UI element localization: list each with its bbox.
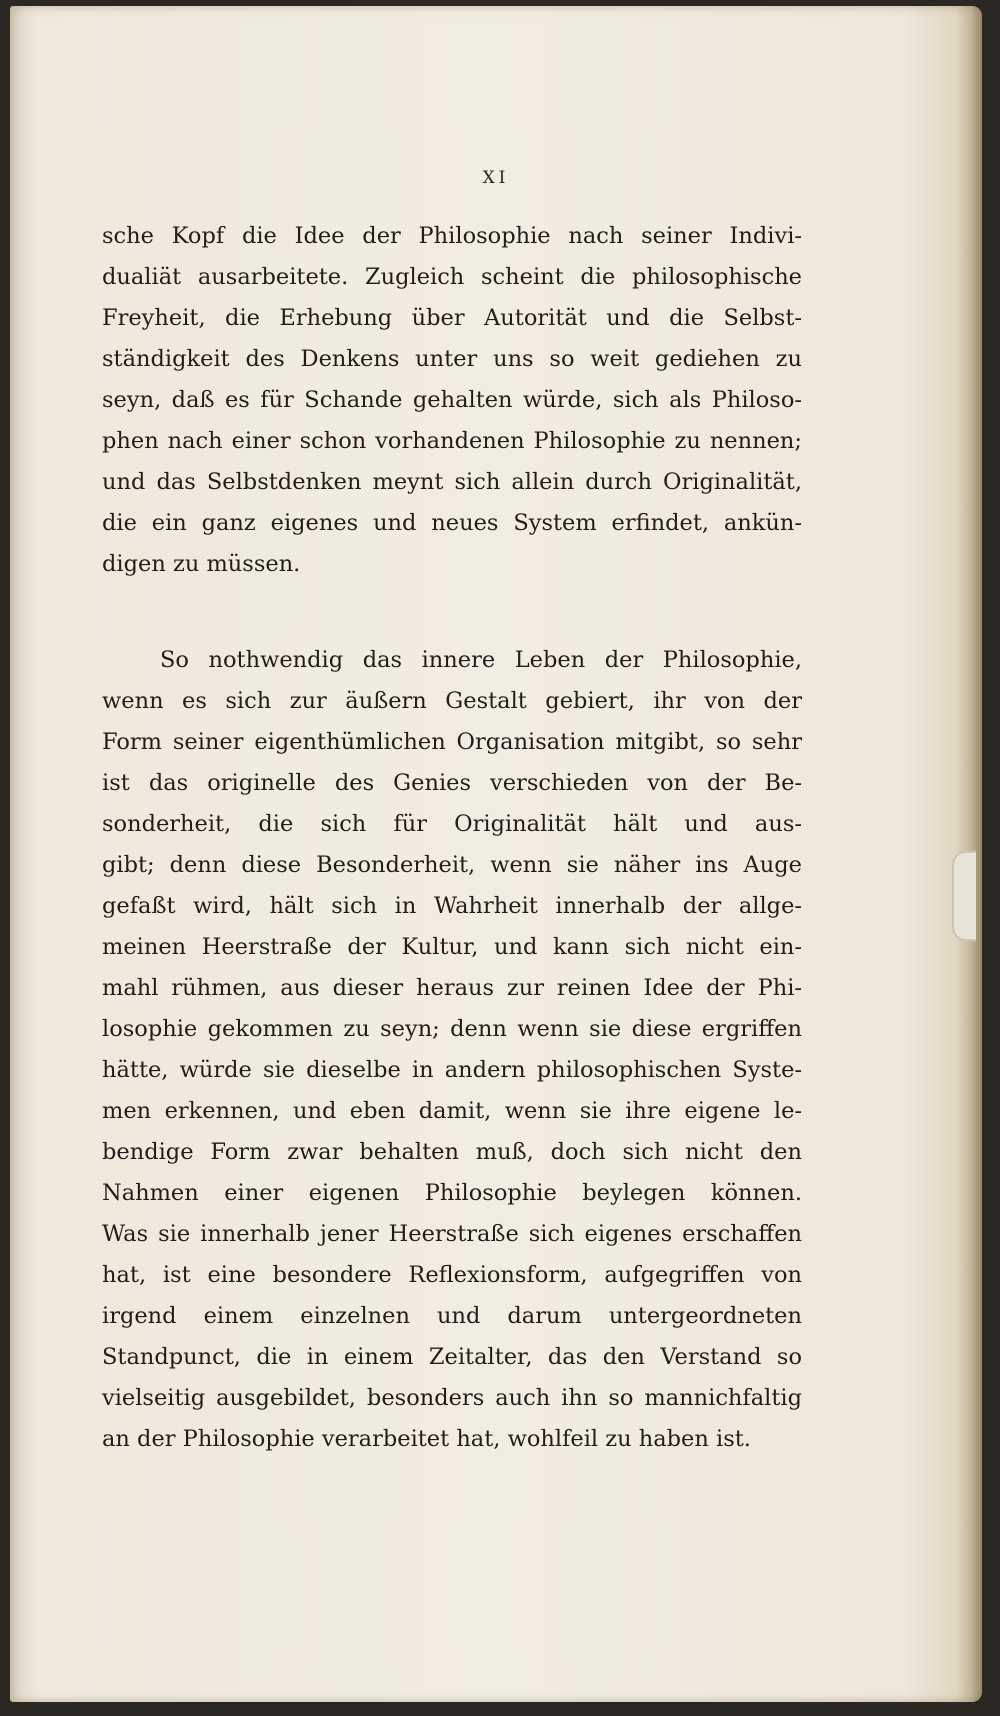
- text-line: vielseitig ausgebildet, besonders auch ihn so mannichfaltig: [102, 1385, 802, 1411]
- text-line: sonderheit, die sich für Originalität hält und aus-: [102, 811, 802, 837]
- page-number: XI: [482, 168, 510, 188]
- text-line: digen zu müssen.: [102, 551, 301, 577]
- text-line: hätte, würde sie dieselbe in andern philosophischen Syste-: [102, 1057, 802, 1083]
- text-line: ständigkeit des Denkens unter uns so weit gediehen zu: [102, 346, 802, 372]
- page-tab-marker: [952, 851, 976, 941]
- text-line: Form seiner eigenthümlichen Organisation mitgibt, so sehr: [102, 729, 802, 755]
- text-line: ist das originelle des Genies verschieden von der Be-: [102, 770, 802, 796]
- paragraph-gap: [102, 585, 802, 640]
- text-line: sche Kopf die Idee der Philosophie nach seiner Indivi-: [102, 223, 802, 249]
- text-line: wenn es sich zur äußern Gestalt gebiert, ihr von der: [102, 688, 802, 714]
- text-line: gibt; denn diese Besonderheit, wenn sie näher ins Auge: [102, 852, 802, 878]
- text-line: Was sie innerhalb jener Heerstraße sich eigenes erschaffen: [102, 1221, 802, 1247]
- text-line: Standpunct, die in einem Zeitalter, das den Verstand so: [102, 1344, 802, 1370]
- text-line: an der Philosophie verarbeitet hat, wohlfeil zu haben ist.: [102, 1426, 751, 1452]
- text-line: irgend einem einzelnen und darum untergeordneten: [102, 1303, 802, 1329]
- text-line: Nahmen einer eigenen Philosophie beylegen können.: [102, 1180, 802, 1206]
- page-body: [102, 216, 802, 1460]
- text-line: dualiät ausarbeitete. Zugleich scheint die philosophische: [102, 264, 802, 290]
- text-line: die ein ganz eigenes und neues System erfindet, ankün-: [102, 510, 802, 536]
- text-line: So nothwendig das innere Leben der Philosophie,: [160, 647, 802, 673]
- book-page: [10, 6, 982, 1702]
- text-line: men erkennen, und eben damit, wenn sie ihre eigene le-: [102, 1098, 802, 1124]
- text-line: phen nach einer schon vorhandenen Philosophie zu nennen;: [102, 428, 802, 454]
- text-line: mahl rühmen, aus dieser heraus zur reinen Idee der Phi-: [102, 975, 802, 1001]
- text-line: und das Selbstdenken meynt sich allein durch Originalität,: [102, 469, 802, 495]
- text-line: Freyheit, die Erhebung über Autorität und die Selbst-: [102, 305, 802, 331]
- text-line: seyn, daß es für Schande gehalten würde, sich als Philoso-: [102, 387, 802, 413]
- text-line: hat, ist eine besondere Reflexionsform, aufgegriffen von: [102, 1262, 802, 1288]
- text-line: gefaßt wird, hält sich in Wahrheit innerhalb der allge-: [102, 893, 802, 919]
- text-line: bendige Form zwar behalten muß, doch sich nicht den: [102, 1139, 802, 1165]
- text-line: losophie gekommen zu seyn; denn wenn sie diese ergriffen: [102, 1016, 802, 1042]
- text-line: meinen Heerstraße der Kultur, und kann sich nicht ein-: [102, 934, 802, 960]
